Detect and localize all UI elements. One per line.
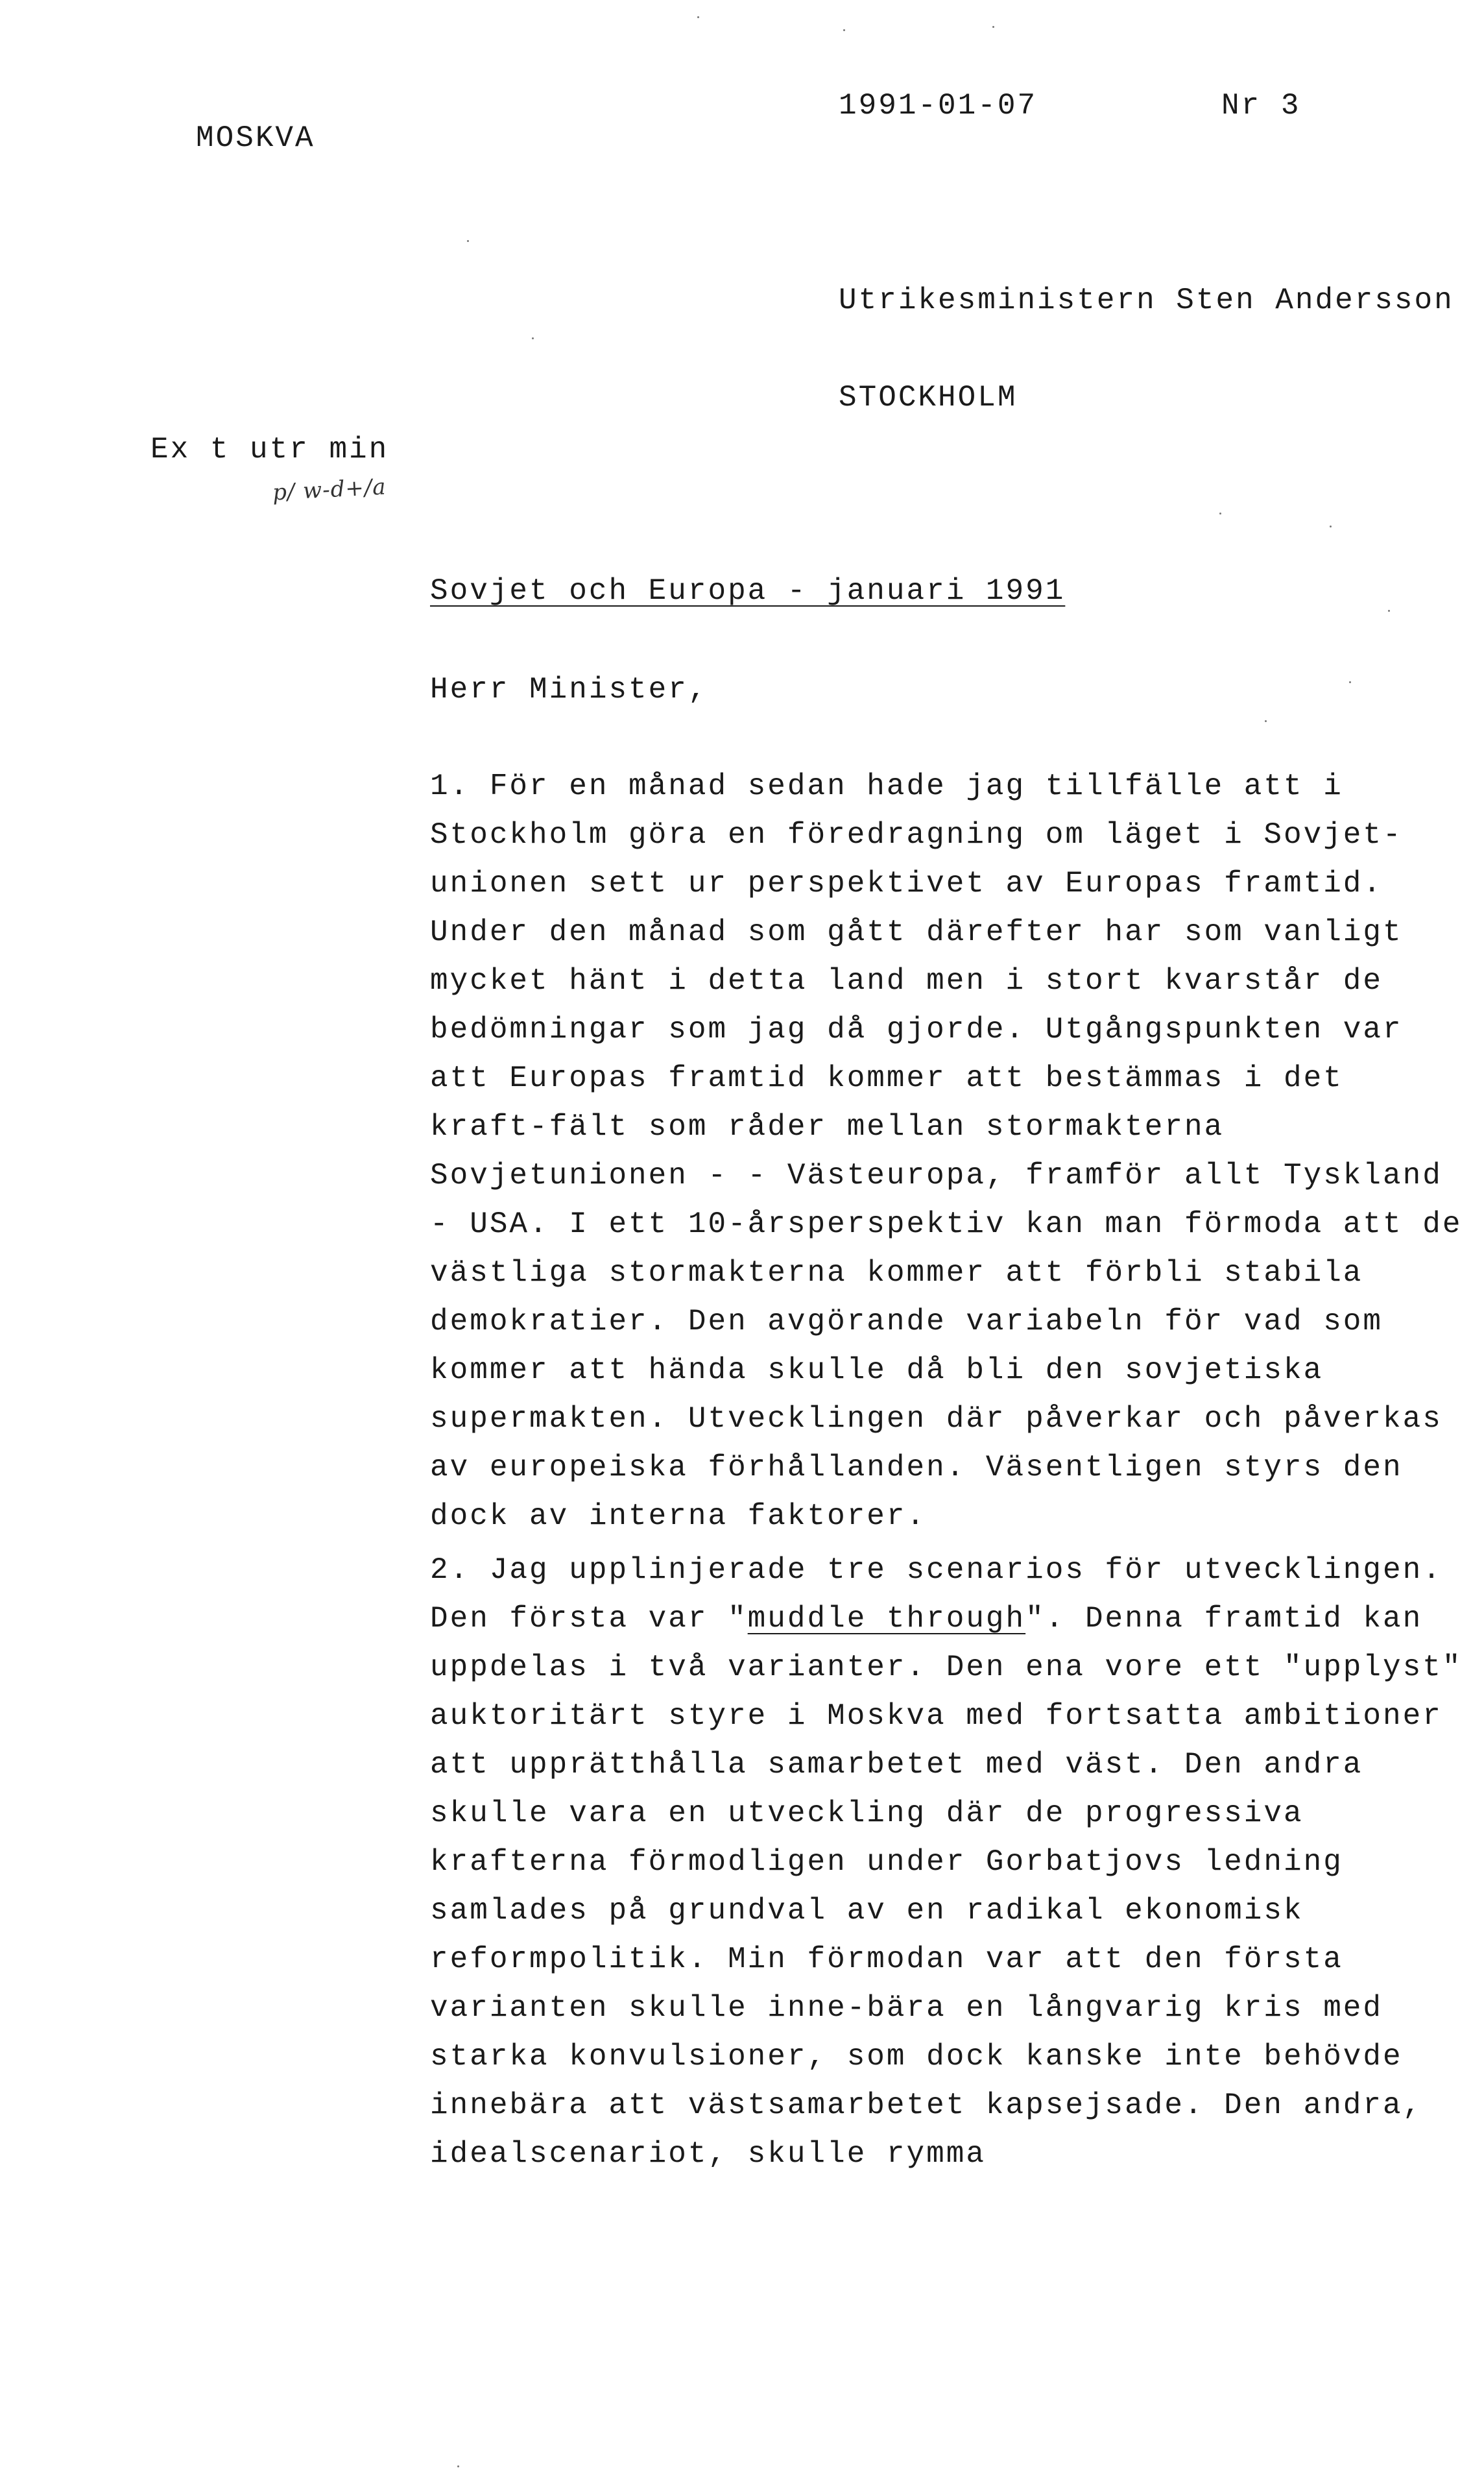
paragraph-2-emphasis: muddle through (747, 1602, 1026, 1636)
scan-speck (1219, 513, 1221, 514)
scan-speck (467, 240, 469, 242)
handwritten-note: p/ w-d+/a (272, 474, 387, 506)
recipient-city: STOCKHOLM (839, 381, 1018, 415)
paragraph-2 (430, 1546, 1481, 2179)
scan-speck (1388, 610, 1390, 612)
paragraph-1: 1. För en månad sedan hade jag tillfälle att i Stockholm göra en föredragning om läget i Sovjet-unionen sett ur perspektivet av Europas framtid. Under den månad som gått därefter har som vanligt mycket hänt i detta land men i stort kvarstår de bedömningar som jag då gjorde. Utgångspunkten var att Europas framtid kommer att bestämmas i det kraft-fält som råder mellan stormakterna Sovjetunionen - - Västeuropa, framför allt Tyskland - USA. I ett 10-årsperspektiv kan man förmoda att de västliga stormakterna kommer att förbli stabila demokratier. Den avgörande variabeln för vad som kommer att hända skulle då bli den sovjetiska supermakten. Utvecklingen där påverkar och påverkas av europeiska förhållanden. Väsentligen styrs den dock av interna faktorer. (430, 769, 1463, 1533)
copy-note: Ex t utr min (150, 433, 389, 466)
office-label: MOSKVA (196, 121, 315, 155)
scan-speck (532, 337, 534, 339)
date-label: 1991-01-07 (839, 89, 1038, 123)
paragraph-2-start: 2. Jag upplinjerade tre scenarios för utvecklingen. Den första var " (430, 1553, 1442, 1636)
scan-speck (1330, 526, 1332, 527)
scan-speck (1265, 720, 1267, 722)
scan-speck (1349, 681, 1351, 683)
paragraph-2-end: ". Denna framtid kan uppdelas i två varianter. Den ena vore ett "upplyst" auktoritärt styre i Moskva med fortsatta ambitioner att upprätthålla samarbetet med väst. Den andra skulle vara en utveckling där de progressiva krafterna förmodligen under Gorbatjovs ledning samlades på grundval av en radikal ekonomisk reformpolitik. Min förmodan var att den första varianten skulle inne-bära en långvarig kris med starka konvulsioner, som dock kanske inte behövde innebära att västsamarbetet kapsejsade. Den andra, idealscenariot, skulle rymma (430, 1602, 1463, 2171)
scan-speck (457, 2465, 459, 2467)
subject-line: Sovjet och Europa - januari 1991 (430, 574, 1066, 608)
salutation: Herr Minister, (430, 673, 708, 707)
scan-speck (992, 26, 994, 28)
number-label: Nr 3 (1221, 89, 1301, 123)
scan-speck (843, 29, 845, 31)
recipient-name: Utrikesministern Sten Andersson (839, 284, 1454, 317)
scan-speck (697, 16, 699, 18)
